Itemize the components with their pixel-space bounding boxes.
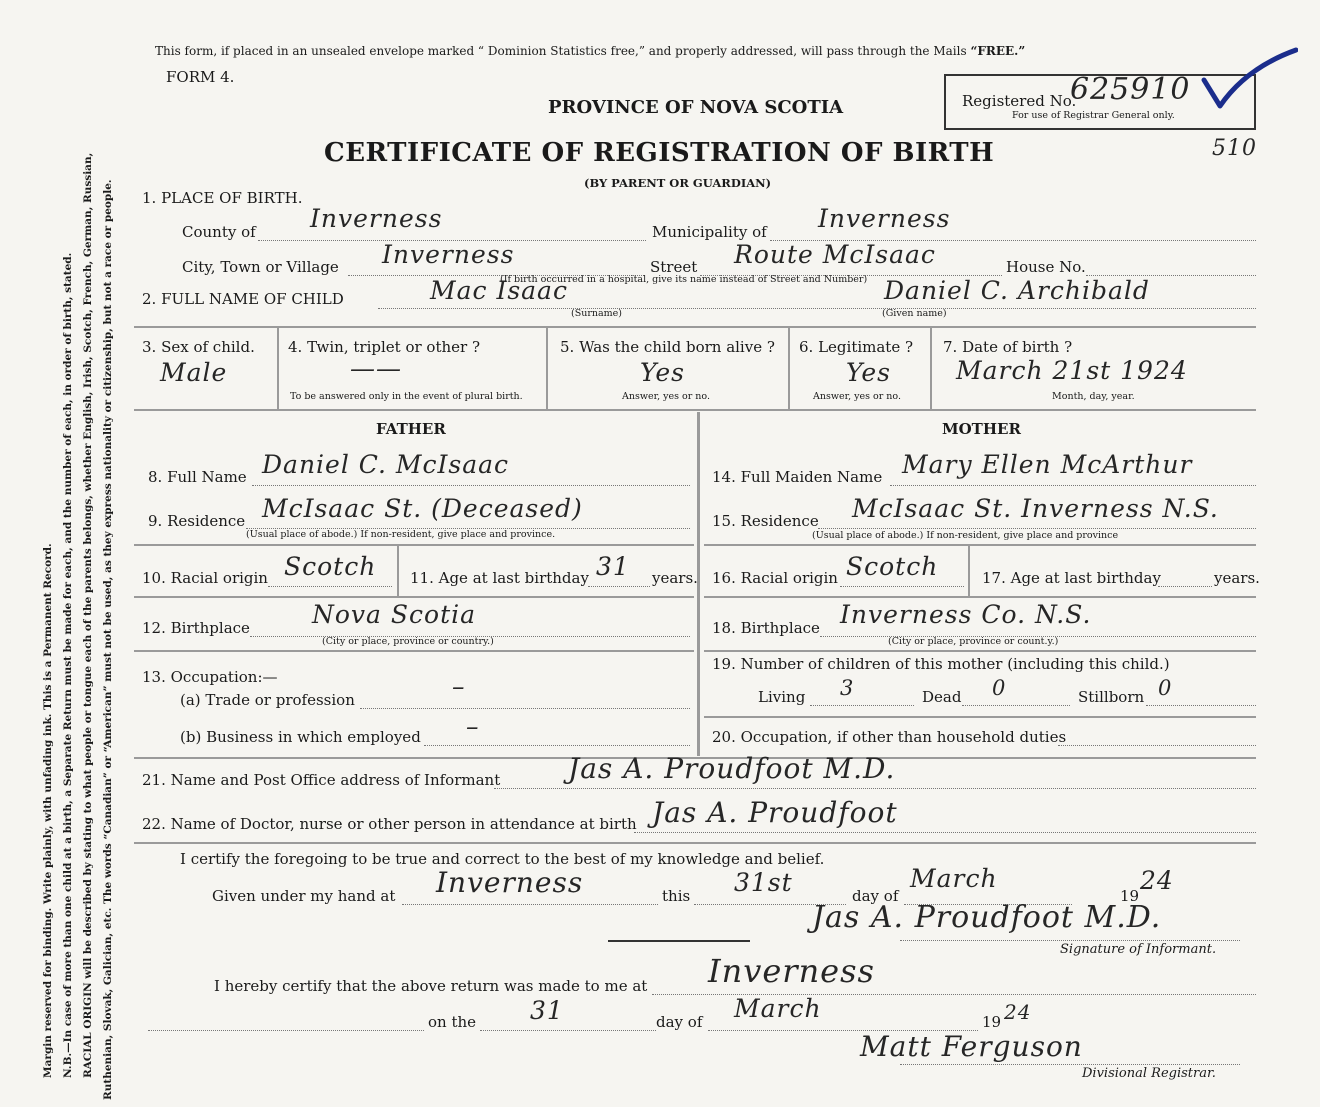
informant-line xyxy=(494,788,1256,789)
business-label: (b) Business in which employed xyxy=(180,728,421,746)
twin-value: —— xyxy=(350,354,402,383)
street-label: Street xyxy=(650,258,698,276)
registrar-day-of-label: day of xyxy=(656,1013,703,1031)
margin-note-binding: Margin reserved for binding. Write plainly, with unfading ink. This is a Permanent Record. xyxy=(42,543,54,1078)
twin-caption: To be answered only in the event of plural birth. xyxy=(290,391,523,402)
twin-label: 4. Twin, triplet or other ? xyxy=(288,338,480,356)
father-birthplace-label: 12. Birthplace xyxy=(142,619,250,637)
city-label: City, Town or Village xyxy=(182,258,339,276)
mail-notice-text: This form, if placed in an unsealed envelope marked “ Dominion Statistics free,” and properly addressed, will pass through the Mails xyxy=(155,44,967,58)
surname-caption: (Surname) xyxy=(571,308,622,319)
given-name-caption: (Given name) xyxy=(882,308,947,319)
corner-number: 510 xyxy=(1212,136,1257,161)
municipality-value: Inverness xyxy=(818,204,951,233)
certificate-subtitle: (BY PARENT OR GUARDIAN) xyxy=(584,176,772,190)
stillborn-line xyxy=(1146,705,1256,706)
margin-note-multiple-births: N.B.—In case of more than one child at a birth, a Separate Return must be made for each, and the number of each, in order of birth, stated. xyxy=(62,252,74,1078)
child-surname-value: Mac Isaac xyxy=(430,276,568,305)
stillborn-value: 0 xyxy=(1158,676,1173,700)
mother-residence-line xyxy=(818,528,1256,529)
street-value: Route McIsaac xyxy=(734,240,936,269)
row3-divider-4 xyxy=(930,326,932,410)
mother-racial-line xyxy=(840,586,964,587)
registrar-signature-caption: Divisional Registrar. xyxy=(1082,1066,1216,1081)
father-rule-2 xyxy=(134,596,694,598)
informant-label: 21. Name and Post Office address of Informant xyxy=(142,771,501,789)
father-residence-caption: (Usual place of abode.) If non-resident, give place and province. xyxy=(246,529,556,540)
row3-divider-3 xyxy=(788,326,790,410)
legitimate-value: Yes xyxy=(846,358,891,387)
sex-label: 3. Sex of child. xyxy=(142,338,255,356)
given-place-line xyxy=(402,904,658,905)
trade-line xyxy=(360,708,690,709)
mother-years-label: years. xyxy=(1214,569,1260,587)
mother-name-label: 14. Full Maiden Name xyxy=(712,468,883,486)
father-age-line xyxy=(588,586,650,587)
mail-notice xyxy=(155,44,1025,58)
living-value: 3 xyxy=(840,676,855,700)
registrar-year-value: 24 xyxy=(1004,1000,1032,1024)
certify-top-rule xyxy=(134,842,1256,844)
mother-occupation-label: 20. Occupation, if other than household duties xyxy=(712,728,1067,746)
day-of-label: day of xyxy=(852,887,899,905)
born-alive-value: Yes xyxy=(640,358,685,387)
mother-rule-3 xyxy=(704,650,1256,652)
mother-residence-value: McIsaac St. Inverness N.S. xyxy=(852,494,1219,523)
born-alive-caption: Answer, yes or no. xyxy=(622,391,711,402)
father-occupation-label: 13. Occupation:— xyxy=(142,668,278,686)
father-age-label: 11. Age at last birthday xyxy=(410,569,589,587)
mother-rule-4 xyxy=(704,716,1256,718)
mother-residence-caption: (Usual place of abode.) If non-resident, give place and province xyxy=(812,530,1119,541)
legitimate-label: 6. Legitimate ? xyxy=(799,338,914,356)
father-rule-1 xyxy=(134,544,694,546)
mother-residence-label: 15. Residence xyxy=(712,512,819,530)
mail-notice-free: “FREE.” xyxy=(970,44,1026,58)
doctor-label: 22. Name of Doctor, nurse or other person in attendance at birth xyxy=(142,815,637,833)
county-label: County of xyxy=(182,223,256,241)
certify-statement: I certify the foregoing to be true and correct to the best of my knowledge and belief. xyxy=(180,850,825,868)
stillborn-label: Stillborn xyxy=(1078,688,1145,706)
county-value: Inverness xyxy=(310,204,443,233)
dead-value: 0 xyxy=(992,676,1007,700)
registrar-signature: Matt Ferguson xyxy=(860,1030,1083,1063)
certificate-title: CERTIFICATE OF REGISTRATION OF BIRTH xyxy=(324,138,995,168)
father-residence-label: 9. Residence xyxy=(148,512,246,530)
doctor-line xyxy=(634,832,1256,833)
father-years-label: years. xyxy=(652,569,698,587)
dead-label: Dead xyxy=(922,688,962,706)
legitimate-caption: Answer, yes or no. xyxy=(813,391,902,402)
child-given-name-value: Daniel C. Archibald xyxy=(884,276,1150,305)
this-label: this xyxy=(662,887,691,905)
row3-divider-2 xyxy=(546,326,548,410)
house-no-label: House No. xyxy=(1006,258,1086,276)
father-rule-3 xyxy=(134,650,694,652)
given-place-value: Inverness xyxy=(436,866,584,899)
form-number: FORM 4. xyxy=(166,68,235,86)
child-name-label: 2. FULL NAME OF CHILD xyxy=(142,290,344,308)
father-name-label: 8. Full Name xyxy=(148,468,247,486)
mother-rule-1 xyxy=(704,544,1256,546)
dob-caption: Month, day, year. xyxy=(1052,391,1135,402)
registrar-month-value: March xyxy=(734,994,822,1023)
mother-birthplace-caption: (City or place, province or count.y.) xyxy=(888,636,1059,647)
mother-age-label: 17. Age at last birthday xyxy=(982,569,1161,587)
trade-label: (a) Trade or profession xyxy=(180,691,355,709)
dob-value: March 21st 1924 xyxy=(956,356,1188,385)
father-name-line xyxy=(252,485,690,486)
doctor-value: Jas A. Proudfoot xyxy=(652,796,898,829)
sex-value: Male xyxy=(160,358,228,387)
child-name-line xyxy=(378,308,1256,309)
business-line xyxy=(424,745,690,746)
registrar-leading-line xyxy=(148,1030,424,1031)
father-age-divider xyxy=(397,544,399,596)
mother-name-line xyxy=(890,485,1256,486)
row3-top-rule xyxy=(134,326,1256,328)
registered-no-value: 625910 xyxy=(1070,72,1191,107)
city-value: Inverness xyxy=(382,240,515,269)
day-of-value: March xyxy=(910,864,998,893)
mother-occupation-line xyxy=(1058,745,1256,746)
registered-no-label: Registered No. xyxy=(962,92,1077,110)
father-age-value: 31 xyxy=(596,552,630,581)
mother-racial-label: 16. Racial origin xyxy=(712,569,838,587)
signature-short-line xyxy=(608,940,750,942)
living-line xyxy=(810,705,914,706)
informant-signature: Jas A. Proudfoot M.D. xyxy=(812,900,1162,935)
mother-rule-2 xyxy=(704,596,1256,598)
informant-value: Jas A. Proudfoot M.D. xyxy=(568,752,896,785)
mother-name-value: Mary Ellen McArthur xyxy=(902,450,1193,479)
registrar-day-value: 31 xyxy=(530,996,564,1025)
born-alive-label: 5. Was the child born alive ? xyxy=(560,338,775,356)
father-name-value: Daniel C. McIsaac xyxy=(262,450,510,479)
informant-signature-caption: Signature of Informant. xyxy=(1060,942,1217,957)
dead-line xyxy=(962,705,1070,706)
margin-note-racial-origin-1: RACIAL ORIGIN will be described by stating to what people or tongue each of the parents belongs, whether English, Irish, Scotch, French, German, Russian, xyxy=(82,152,94,1078)
father-racial-label: 10. Racial origin xyxy=(142,569,268,587)
father-birthplace-caption: (City or place, province or country.) xyxy=(322,636,494,647)
father-heading: FATHER xyxy=(376,420,446,438)
children-count-label: 19. Number of children of this mother (including this child.) xyxy=(712,655,1170,673)
father-birthplace-value: Nova Scotia xyxy=(312,600,477,629)
father-residence-value: McIsaac St. (Deceased) xyxy=(262,494,583,523)
mother-birthplace-value: Inverness Co. N.S. xyxy=(840,600,1092,629)
living-label: Living xyxy=(758,688,806,706)
margin-note-racial-origin-2: Ruthenian, Slovak, Galician, etc. The words “Canadian” or “American” must not be used, as they express nationality or citizenship, but not a race or people. xyxy=(102,179,114,1100)
checkmark-icon xyxy=(1198,40,1298,110)
row3-divider-1 xyxy=(277,326,279,410)
registrar-year-prefix: 19 xyxy=(982,1013,1002,1031)
this-day-value: 31st xyxy=(734,868,793,897)
registrar-on-the-label: on the xyxy=(428,1013,477,1031)
informant-signature-line xyxy=(900,940,1240,941)
registrar-day-line xyxy=(480,1030,656,1031)
mother-age-line xyxy=(1158,586,1212,587)
row3-bottom-rule xyxy=(134,409,1256,411)
registrar-statement: I hereby certify that the above return was made to me at xyxy=(214,977,648,995)
registrar-signature-line xyxy=(900,1064,1240,1065)
province-heading: PROVINCE OF NOVA SCOTIA xyxy=(548,97,844,118)
mother-age-divider xyxy=(968,544,970,596)
place-of-birth-heading: 1. PLACE OF BIRTH. xyxy=(142,189,303,207)
certify-year-prefix: 19 xyxy=(1120,887,1140,905)
registrar-note: For use of Registrar General only. xyxy=(1012,110,1175,121)
hospital-note: (If birth occurred in a hospital, give its name instead of Street and Number) xyxy=(500,274,868,285)
business-value: – xyxy=(466,712,480,741)
registrar-place-value: Inverness xyxy=(708,952,875,990)
mother-birthplace-label: 18. Birthplace xyxy=(712,619,820,637)
mother-racial-value: Scotch xyxy=(846,552,939,581)
father-racial-line xyxy=(268,586,392,587)
mother-heading: MOTHER xyxy=(942,420,1021,438)
given-under-hand-label: Given under my hand at xyxy=(212,887,396,905)
municipality-label: Municipality of xyxy=(652,223,767,241)
father-racial-value: Scotch xyxy=(284,552,377,581)
certify-year-value: 24 xyxy=(1140,866,1174,895)
trade-value: – xyxy=(452,672,466,701)
dob-label: 7. Date of birth ? xyxy=(943,338,1073,356)
